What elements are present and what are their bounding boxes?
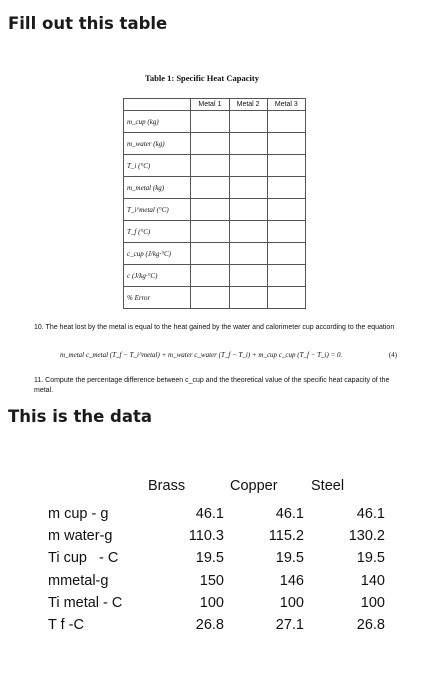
question-10: 10. The heat lost by the metal is equal to the heat gained by the water and calorimeter cup according to the equation — [34, 324, 395, 331]
table-row — [124, 221, 306, 243]
table-row — [124, 287, 306, 309]
data-heading: This is the data — [8, 407, 152, 426]
data-cell: 110.3 — [188, 528, 224, 544]
empty-cell[interactable] — [191, 221, 229, 243]
row-label: Ti cup - C — [48, 550, 119, 566]
empty-cell[interactable] — [191, 243, 229, 265]
specific-heat-table — [123, 98, 306, 309]
table-row — [124, 243, 306, 265]
empty-cell[interactable] — [229, 265, 267, 287]
empty-cell[interactable] — [229, 155, 267, 177]
data-row — [30, 595, 390, 617]
data-cell: 46.1 — [195, 506, 224, 522]
data-cell: 26.8 — [356, 617, 385, 633]
row-label: m_cup (kg) — [124, 111, 191, 133]
table-row — [124, 265, 306, 287]
empty-cell[interactable] — [229, 199, 267, 221]
data-cell: 27.1 — [275, 617, 304, 633]
row-label: c (J/kg·°C) — [124, 265, 191, 287]
empty-cell[interactable] — [267, 111, 305, 133]
data-cell: 19.5 — [275, 550, 304, 566]
empty-cell[interactable] — [267, 177, 305, 199]
data-row — [30, 550, 390, 572]
data-cell: 130.2 — [348, 528, 385, 544]
column-header: Metal 3 — [267, 99, 305, 111]
empty-cell[interactable] — [229, 111, 267, 133]
row-label: m cup - g — [48, 506, 109, 522]
column-header: Metal 2 — [229, 99, 267, 111]
empty-cell[interactable] — [191, 199, 229, 221]
empty-cell[interactable] — [191, 133, 229, 155]
page-heading: Fill out this table — [8, 14, 168, 33]
empty-cell[interactable] — [267, 155, 305, 177]
column-header: Metal 1 — [191, 99, 229, 111]
column-header-copper: Copper — [230, 478, 278, 494]
data-cell: 26.8 — [195, 617, 224, 633]
data-row — [30, 617, 390, 639]
data-row — [30, 573, 390, 595]
row-label: T f -C — [48, 617, 84, 633]
data-cell: 100 — [199, 595, 224, 611]
textbook-scan — [0, 40, 441, 400]
table-caption: Table 1: Specific Heat Capacity — [145, 73, 259, 83]
row-label: T_i^metal (°C) — [124, 199, 191, 221]
data-cell: 46.1 — [356, 506, 385, 522]
empty-cell[interactable] — [229, 133, 267, 155]
empty-cell[interactable] — [267, 221, 305, 243]
empty-cell[interactable] — [267, 133, 305, 155]
data-cell: 150 — [199, 573, 224, 589]
data-row — [30, 506, 390, 528]
equation-number: (4) — [388, 351, 397, 359]
row-label: mmetal-g — [48, 573, 109, 589]
data-cell: 100 — [360, 595, 385, 611]
question-11: 11. Compute the percentage difference between c_cup and the theoretical value of the specific heat capacity of the metal. — [34, 377, 390, 394]
row-label: % Error — [124, 287, 191, 309]
table-row — [124, 155, 306, 177]
row-label: T_f (°C) — [124, 221, 191, 243]
row-label: m_metal (kg) — [124, 177, 191, 199]
empty-cell[interactable] — [191, 111, 229, 133]
data-cell: 19.5 — [356, 550, 385, 566]
empty-cell[interactable] — [267, 243, 305, 265]
empty-cell[interactable] — [229, 243, 267, 265]
table-row — [124, 111, 306, 133]
table-row — [124, 177, 306, 199]
row-label: m_water (kg) — [124, 133, 191, 155]
empty-cell[interactable] — [229, 221, 267, 243]
table-header-row — [124, 99, 306, 111]
column-header-steel: Steel — [311, 478, 345, 494]
empty-cell[interactable] — [191, 265, 229, 287]
data-cell: 100 — [279, 595, 304, 611]
table-row — [124, 199, 306, 221]
row-label: c_cup (J/kg·°C) — [124, 243, 191, 265]
data-cell: 46.1 — [275, 506, 304, 522]
data-cell: 146 — [279, 573, 304, 589]
column-header-brass: Brass — [148, 478, 186, 494]
table-corner-cell — [124, 99, 191, 111]
table-row — [124, 133, 306, 155]
empty-cell[interactable] — [267, 287, 305, 309]
empty-cell[interactable] — [229, 177, 267, 199]
empty-cell[interactable] — [229, 287, 267, 309]
row-label: m water-g — [48, 528, 113, 544]
row-label: T_i (°C) — [124, 155, 191, 177]
empty-cell[interactable] — [191, 155, 229, 177]
equation-text: m_metal c_metal (T_f − T_i^metal) + m_water c_water (T_f − T_i) + m_cup c_cup (T_f − T_i) = 0. — [60, 351, 343, 359]
heat-balance-equation — [60, 351, 405, 359]
data-cell: 19.5 — [195, 550, 224, 566]
empty-cell[interactable] — [267, 199, 305, 221]
data-cell: 115.2 — [268, 528, 304, 544]
empty-cell[interactable] — [191, 287, 229, 309]
data-row — [30, 528, 390, 550]
row-label: Ti metal - C — [48, 595, 123, 611]
empty-cell[interactable] — [267, 265, 305, 287]
data-cell: 140 — [360, 573, 385, 589]
empty-cell[interactable] — [191, 177, 229, 199]
